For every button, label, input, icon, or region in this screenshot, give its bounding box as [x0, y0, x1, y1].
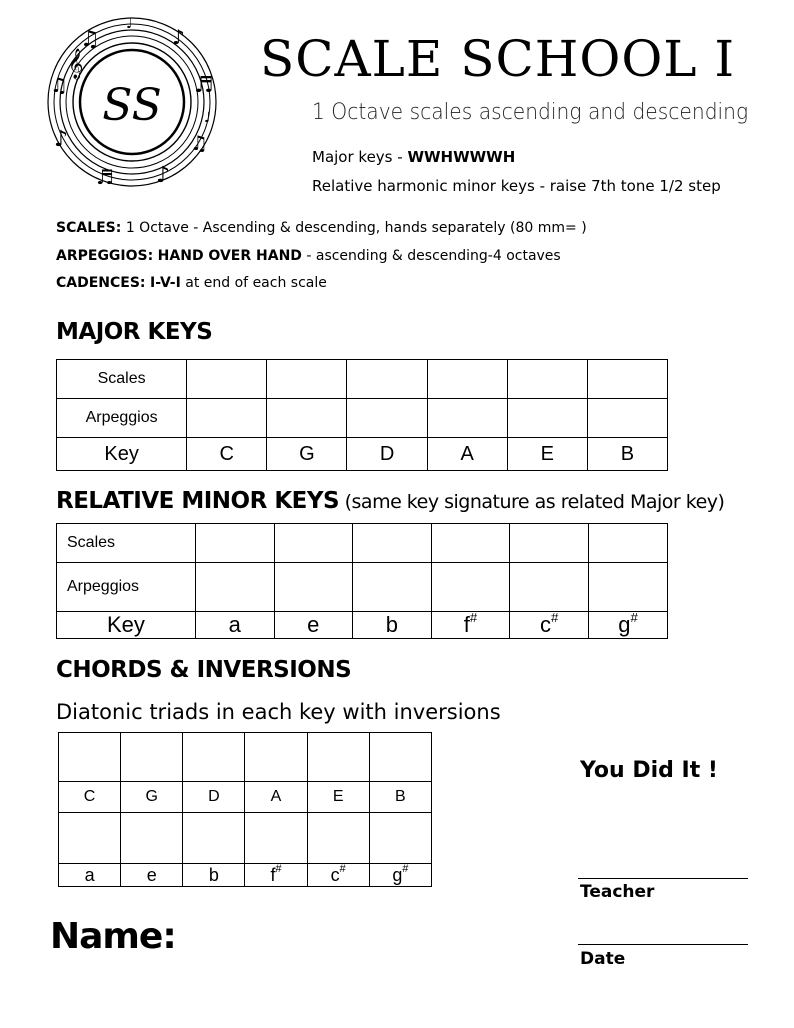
teacher-signature-line[interactable]: [578, 878, 748, 879]
key-cell: A: [245, 782, 307, 813]
key-cell: b: [353, 612, 432, 639]
instruction-cadences: [56, 275, 327, 291]
row-label-arpeggios: Arpeggios: [57, 563, 196, 612]
checkbox-cell[interactable]: [59, 813, 121, 864]
key-letter: c: [330, 864, 340, 885]
key-cell: a: [195, 612, 274, 639]
checkbox-cell[interactable]: [507, 360, 587, 399]
table-row: [57, 612, 668, 639]
checkbox-cell[interactable]: [347, 360, 427, 399]
checkbox-cell[interactable]: [510, 524, 589, 563]
arpeggios-strong: HAND OVER HAND: [157, 248, 302, 264]
svg-text:♩: ♩: [204, 110, 211, 126]
sharp-icon: #: [630, 610, 638, 625]
row-label-arpeggios: Arpeggios: [57, 399, 187, 438]
table-row: [59, 733, 432, 782]
checkbox-cell[interactable]: [267, 360, 347, 399]
chords-table: [58, 732, 432, 887]
chords-heading: CHORDS & INVERSIONS: [56, 657, 352, 683]
svg-text:♬: ♬: [194, 73, 214, 98]
sharp-icon: #: [551, 610, 559, 625]
arpeggios-label: ARPEGGIOS:: [56, 248, 154, 264]
checkbox-cell[interactable]: [589, 524, 668, 563]
scales-text: 1 Octave - Ascending & descending, hands separately (80 mm= ): [125, 220, 587, 236]
sharp-icon: #: [402, 862, 409, 875]
name-label: Name:: [50, 916, 176, 957]
logo-music-wreath: [44, 14, 220, 190]
sharp-icon: #: [339, 862, 346, 875]
key-cell: B: [587, 438, 667, 471]
major-keys-rule: [312, 148, 515, 166]
checkbox-cell[interactable]: [183, 733, 245, 782]
key-letter: g: [618, 612, 631, 637]
cadences-strong: I-V-I: [149, 275, 181, 291]
key-cell: C: [59, 782, 121, 813]
key-cell: e: [121, 864, 183, 887]
checkbox-cell[interactable]: [187, 360, 267, 399]
checkbox-cell[interactable]: [510, 563, 589, 612]
key-cell: b: [183, 864, 245, 887]
table-row: [57, 563, 668, 612]
major-rule-pattern: WWHWWWH: [407, 148, 516, 166]
minor-keys-table: [56, 523, 668, 639]
checkbox-cell[interactable]: [267, 399, 347, 438]
checkbox-cell[interactable]: [369, 733, 431, 782]
major-keys-table: [56, 359, 668, 471]
completion-message: You Did It !: [580, 758, 718, 783]
svg-text:♬: ♬: [96, 165, 114, 189]
key-cell-sharp: [369, 864, 431, 887]
checkbox-cell[interactable]: [183, 813, 245, 864]
table-row: [57, 438, 668, 471]
checkbox-cell[interactable]: [274, 563, 353, 612]
key-cell-sharp: [245, 864, 307, 887]
svg-text:𝄞: 𝄞: [68, 49, 84, 79]
checkbox-cell[interactable]: [587, 399, 667, 438]
checkbox-cell[interactable]: [427, 360, 507, 399]
minor-heading-note: (same key signature as related Major key): [339, 491, 725, 513]
svg-text:♪: ♪: [156, 163, 171, 188]
major-rule-label: Major keys -: [312, 148, 408, 166]
table-row: [59, 782, 432, 813]
key-letter: c: [540, 612, 552, 637]
teacher-label: Teacher: [580, 882, 655, 902]
arpeggios-text: - ascending & descending-4 octaves: [301, 248, 561, 264]
chords-subheading: Diatonic triads in each key with inversions: [56, 700, 501, 724]
checkbox-cell[interactable]: [59, 733, 121, 782]
checkbox-cell[interactable]: [195, 524, 274, 563]
checkbox-cell[interactable]: [431, 563, 510, 612]
cadences-text: at end of each scale: [180, 275, 327, 291]
key-cell: E: [507, 438, 587, 471]
key-cell: D: [347, 438, 427, 471]
checkbox-cell[interactable]: [121, 813, 183, 864]
table-row: [59, 864, 432, 887]
row-label-key: Key: [57, 612, 196, 639]
svg-text:♪: ♪: [172, 25, 185, 49]
key-cell: G: [121, 782, 183, 813]
key-cell-sharp: [510, 612, 589, 639]
checkbox-cell[interactable]: [307, 813, 369, 864]
major-keys-heading: MAJOR KEYS: [56, 319, 213, 345]
checkbox-cell[interactable]: [353, 524, 432, 563]
checkbox-cell[interactable]: [245, 733, 307, 782]
key-letter: g: [392, 864, 403, 885]
table-row: [57, 524, 668, 563]
checkbox-cell[interactable]: [347, 399, 427, 438]
svg-text:♫: ♫: [190, 131, 208, 155]
checkbox-cell[interactable]: [245, 813, 307, 864]
checkbox-cell[interactable]: [121, 733, 183, 782]
sharp-icon: #: [469, 610, 478, 625]
checkbox-cell[interactable]: [369, 813, 431, 864]
key-cell-sharp: [431, 612, 510, 639]
key-cell: B: [369, 782, 431, 813]
key-letter: f: [463, 612, 470, 637]
checkbox-cell[interactable]: [427, 399, 507, 438]
date-label: Date: [580, 949, 626, 969]
table-row: [57, 399, 668, 438]
row-label-key: Key: [57, 438, 187, 471]
svg-text:♫: ♫: [50, 73, 68, 97]
key-cell: e: [274, 612, 353, 639]
logo-monogram: SS: [102, 80, 162, 131]
table-row: [59, 813, 432, 864]
table-row: [57, 360, 668, 399]
checkbox-cell[interactable]: [589, 563, 668, 612]
date-signature-line[interactable]: [578, 944, 748, 945]
key-cell: E: [307, 782, 369, 813]
key-cell: D: [183, 782, 245, 813]
checkbox-cell[interactable]: [195, 563, 274, 612]
sharp-icon: #: [275, 862, 282, 875]
scales-label: SCALES:: [56, 220, 122, 236]
minor-heading-text: RELATIVE MINOR KEYS: [56, 488, 340, 514]
checkbox-cell[interactable]: [353, 563, 432, 612]
minor-keys-rule: Relative harmonic minor keys - raise 7th tone 1/2 step: [312, 177, 721, 195]
cadences-label: CADENCES:: [56, 275, 146, 291]
checkbox-cell[interactable]: [431, 524, 510, 563]
svg-text:♩: ♩: [126, 16, 133, 32]
key-cell: A: [427, 438, 507, 471]
key-cell: C: [187, 438, 267, 471]
key-cell: a: [59, 864, 121, 887]
instruction-scales: [56, 220, 587, 236]
row-label-scales: Scales: [57, 360, 187, 399]
key-cell-sharp: [307, 864, 369, 887]
key-letter: f: [270, 864, 276, 885]
page-title: SCALE SCHOOL I: [260, 30, 736, 88]
checkbox-cell[interactable]: [274, 524, 353, 563]
key-cell: G: [267, 438, 347, 471]
checkbox-cell[interactable]: [587, 360, 667, 399]
row-label-scales: Scales: [57, 524, 196, 563]
checkbox-cell[interactable]: [507, 399, 587, 438]
instruction-arpeggios: [56, 248, 561, 264]
minor-keys-heading: [56, 488, 724, 514]
svg-text:♪: ♪: [54, 127, 69, 152]
key-cell-sharp: [589, 612, 668, 639]
svg-text:♫: ♫: [80, 27, 100, 52]
checkbox-cell[interactable]: [187, 399, 267, 438]
page-subtitle: 1 Octave scales ascending and descending: [312, 100, 749, 125]
checkbox-cell[interactable]: [307, 733, 369, 782]
